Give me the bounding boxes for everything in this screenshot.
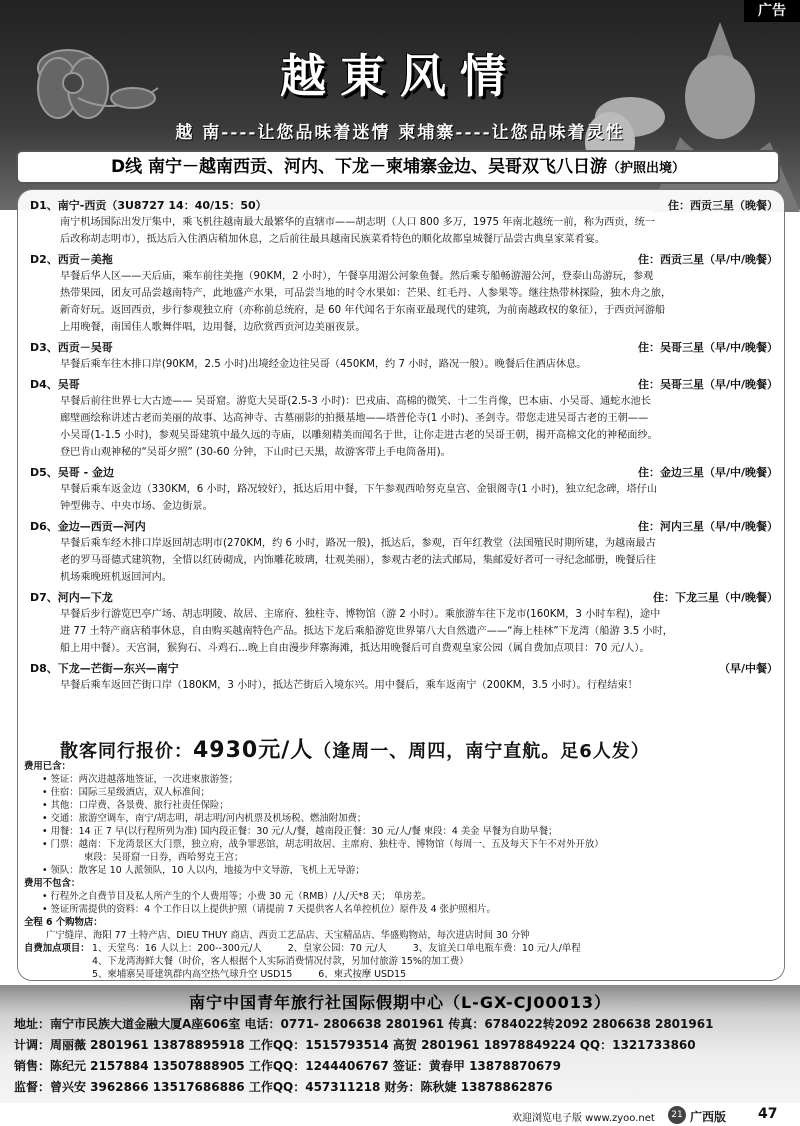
day-label: D8、下龙—芒街—东兴—南宁 (30, 662, 179, 675)
day-line: 登巴肯山观神秘的“吴哥夕照” (30-60 分钟，下山时已天黑，故游客带上手电筒备用)。 (60, 447, 451, 458)
day-label: D6、金边—西贡—河内 (30, 520, 146, 533)
day-line: 早餐后乘车往木排口岸(90KM，2.5 小时)出境经金边往吴哥（450KM，约 7 小时，路况一般）。晚餐后住酒店休息。 (60, 359, 587, 370)
optional-item: 5、柬埔寨吴哥建筑群内高空热气球升空 USD15 (92, 969, 293, 980)
day-description (30, 356, 778, 373)
day-stay: 住：下龙三星（中/晚餐） (652, 591, 778, 604)
day-label: D5、吴哥 - 金边 (30, 466, 115, 479)
bullet-icon: • (42, 774, 51, 785)
day-line: 上用晚餐，南国佳人歌舞伴唱，边用餐，边欣赏西贡河边美丽夜景。 (60, 322, 366, 333)
day-line: 早餐后乘车经木排口岸返回胡志明市(270KM，约 6 小时，路况一般)，抵达后，参观，百年红教堂（法国殖民时期所建，为越南最古 (60, 538, 656, 549)
fees-excluded-item (24, 903, 779, 916)
ad-tag: 广告 (744, 0, 800, 22)
fees-included-item (24, 825, 779, 838)
day-label: D3、西贡－吴哥 (30, 341, 113, 354)
day-stay: 住：河内三星（早/中/晚餐） (637, 520, 778, 533)
fees-included-text: 领队：散客足 10 人派领队，10 人以内，地接为中文导游，飞机上无导游； (50, 865, 365, 876)
day-line: 机场乘晚班机返回河内。 (60, 572, 173, 583)
price-label: 散客同行报价： (60, 741, 193, 762)
day-line: 后改称胡志明市），抵达后入住酒店稍加休息，之后前往最具越南民族菜肴特色的顺化故都皇城餐厅品尝古典皇家菜肴宴。 (60, 234, 606, 245)
contact-line: 监督：曾兴安 3962866 13517686886 工作QQ：457311218 财务：陈秋婕 13878862876 (14, 1080, 553, 1094)
route-title: D线 南宁－越南西贡、河内、下龙－柬埔寨金边、吴哥双飞八日游 (110, 157, 607, 177)
optional-indent (24, 968, 92, 981)
contacts-block (14, 1014, 794, 1098)
day-header (30, 589, 778, 605)
day-stay: 住：金边三星（早/中/晚餐） (637, 466, 778, 479)
fees-included-text: 住宿：国际三星级酒店，双人标准间； (50, 787, 210, 798)
day-line: 小吴哥(1-1.5 小时)，参观吴哥建筑中最久远的寺庙，以雕刻精美而闻名于世，让你走进古老的吴哥王朝，揭开高棉文化的神秘面纱。 (60, 430, 658, 441)
fees-included-sub: 柬段：吴哥窟一日券，西哈努克王宫； (84, 852, 244, 863)
day-label: D7、河内—下龙 (30, 591, 113, 604)
shops-title: 全程 6 个购物店： (24, 917, 103, 928)
day-stay: （早/中餐） (718, 662, 778, 675)
day-line: 早餐后乘车返回芒街口岸（180KM，3 小时），抵达芒街后入境东兴。用中餐后，乘车返南宁（200KM，3.5 小时）。行程结束！ (60, 680, 638, 691)
bullet-icon: • (42, 904, 51, 915)
day-header (30, 251, 778, 267)
fees-included-item (24, 799, 779, 812)
day-stay: 住：西贡三星（早/中/晚餐） (637, 253, 778, 266)
day-line: 热带果园，团友可品尝越南特产，此地盛产水果，可品尝当地的时令水果如：芒果、红毛丹、人参果等。继往热带林探险，独木舟之旅， (60, 288, 672, 299)
shops-list: 广宁缝岸、海阳 77 土特产店、DIEU THUY 商店、西贡工艺品店、天宝精品店、华盛购物站，每次进店时间 30 分钟 (46, 930, 530, 941)
day-line: 廊壁画绘称讲述古老而美丽的故事、达高神寺、古墓丽影的拍摄基地——塔普伦寺(1 小时)、圣剑寺。带您走进吴哥古老的王朝—— (60, 413, 649, 424)
day-description (30, 268, 778, 336)
page-title: 越東风情 (280, 49, 520, 103)
day-label: D1、南宁-西贡（3U8727 14：40/15：50） (30, 199, 267, 212)
fees-excluded-item (24, 890, 779, 903)
optional-row (24, 955, 779, 968)
day-description (30, 214, 778, 248)
fees-included-text: 其他：口岸费、各景费、旅行社责任保险； (50, 800, 229, 811)
day-line: 进 77 土特产商店稍事休息，自由购买越南特色产品。抵达下龙后乘船游览世界第八大自然遗产——“海上桂林”下龙湾（船游 3.5 小时， (60, 626, 673, 637)
day-line: 钟型佛寺、中央市场、金边街景。 (60, 501, 213, 512)
fees-included-title: 费用已含： (24, 761, 71, 772)
day-stay: 住：吴哥三星（早/中/晚餐） (637, 378, 778, 391)
itinerary (30, 194, 778, 694)
day-header (30, 464, 778, 480)
optional-item: 3、友谊关口单电瓶车费：10 元/人/单程 (412, 943, 581, 954)
day-description (30, 393, 778, 461)
page-footer (0, 1103, 800, 1126)
page-number: 47 (758, 1106, 778, 1122)
day-description (30, 535, 778, 586)
day-description (30, 481, 778, 515)
day-header (30, 376, 778, 392)
footer-browse-text: 欢迎浏览电子版 www.zyoo.net (512, 1113, 655, 1124)
optional-item: 1、天堂鸟：16 人以上：200--300元/人 (92, 943, 262, 954)
day-header (30, 518, 778, 534)
day-line: 老的罗马哥德式建筑物，全惜以红砖砌成，内饰雕花玻璃，壮观美丽），参观古老的法式邮局，集邮爱好者可一寻纪念邮册，晚餐后往 (60, 555, 656, 566)
optional-row (24, 968, 779, 981)
bullet-icon: • (42, 813, 51, 824)
price-note: （逢周一、周四，南宁直航。足6人发） (313, 741, 650, 762)
day-line: 早餐后华人区——天后庙，乘车前往美拖（90KM，2 小时），午餐享用湄公河象鱼餐。然后乘专船畅游湄公河，登泰山岛游玩，参观 (60, 271, 654, 282)
fees-included-item (24, 786, 779, 799)
day-line: 早餐后乘车返金边（330KM，6 小时，路况较好），抵达后用中餐，下午参观西哈努克皇宫、金银阁寺(1 小时)，独立纪念碑，塔仔山 (60, 484, 658, 495)
day-line: 新奇好玩。返回西贡，步行参观独立府（亦称前总统府，是 60 年代闻名于东南亚最现代的建筑，为前南越政权的象征），于西贡河游船 (60, 305, 666, 316)
optional-item: 4、下龙湾海鲜大餐（时价，客人根据个人实际消费情况付款，另加付旅游 15%的加工费） (92, 956, 469, 967)
day-stay: 住：吴哥三星（早/中/晚餐） (637, 341, 778, 354)
fees-included-item (24, 838, 779, 851)
day-line: 船上用中餐）。天宫洞，猴狗石、斗鸡石...晚上自由漫步拜寨海滩，抵达用晚餐后可自费观皇家公园（属自费加点项目：70 元/人）。 (60, 643, 650, 654)
fees-included-item (24, 773, 779, 786)
day-line: 早餐后前往世界七大古迹—— 吴哥窟。游览大吴哥(2.5-3 小时)：巴戎庙、高棉的微笑、十二生肖像，巴本庙、小吴哥、通蛇水池长 (60, 396, 651, 407)
day-stay: 住：西贡三星（晚餐） (668, 199, 778, 212)
contact-line: 销售：陈纪元 2157884 13507888905 工作QQ：1244406767 签证：黄春甲 13878870679 (14, 1059, 561, 1073)
bullet-icon: • (42, 865, 51, 876)
bullet-icon: • (42, 826, 51, 837)
day-label: D2、西贡－美拖 (30, 253, 113, 266)
day-description (30, 677, 778, 694)
route-banner (18, 152, 778, 182)
fees-excluded-text: 签证所需提供的资料：4 个工作日以上提供护照（请提前 7 天提供客人名单控机位）原件及 4 张护照相片。 (50, 904, 496, 915)
day-description (30, 606, 778, 657)
fees-included-text: 交通：旅游空调车，南宁/胡志明，胡志明/河内机票及机场税、燃油附加费； (50, 813, 367, 824)
contact-line: 地址：南宁市民族大道金融大厦A座606室 电话：0771- 2806638 2801961 传真：6784022转2092 2806638 2801961 (14, 1017, 714, 1031)
fees-excluded-title: 费用不包含： (24, 878, 81, 889)
day-header (30, 197, 778, 213)
day-header (30, 339, 778, 355)
fees-included-text: 签证：两次进越落地签证，一次进柬旅游签； (50, 774, 239, 785)
fees-included-item (24, 864, 779, 877)
bullet-icon: • (42, 839, 51, 850)
bullet-icon: • (42, 800, 51, 811)
day-header (30, 660, 778, 676)
footer-edition: 广西版 (690, 1110, 727, 1124)
fees-included-text: 门票：越南：下龙湾景区大门票，独立府，战争罪恶馆，胡志明故居、主席府、独柱寺、博物馆（每周一、五及每天下午不对外开放） (50, 839, 604, 850)
price-amount: 4930元/人 (193, 738, 314, 763)
optional-indent (24, 955, 92, 968)
optional-item: 2、皇家公园：70 元/人 (287, 943, 387, 954)
bullet-icon: • (42, 891, 51, 902)
optional-item: 6、柬式按摩 USD15 (318, 969, 407, 980)
agency-name: 南宁中国青年旅行社国际假期中心（L-GX-CJ00013） (188, 993, 611, 1012)
fees-section (24, 760, 779, 981)
bullet-icon: • (42, 787, 51, 798)
optional-title: 自费加点项目： (24, 943, 90, 954)
fees-excluded-text: 行程外之自费节目及私人所产生的个人费用等；小费 30 元（RMB）/人/天*8 天； 单房差。 (50, 891, 432, 902)
optional-row (24, 942, 779, 955)
footer-logo-icon: 21 (668, 1106, 686, 1124)
day-label: D4、吴哥 (30, 378, 80, 391)
fees-included-text: 用餐：14 正 7 早(以行程所列为准) 国内段正餐：30 元/人/餐，越南段正餐：30 元/人/餐 柬段：4 美金 早餐为自助早餐； (50, 826, 558, 837)
contact-line: 计调：周丽薇 2801961 13878895918 工作QQ：1515793514 高贺 2801961 18978849224 QQ：1321733860 (14, 1038, 696, 1052)
route-note: （护照出境） (607, 161, 686, 176)
slogan: 越 南----让您品味着迷情 柬埔寨----让您品味着灵性 (175, 123, 625, 143)
fees-included-item (24, 812, 779, 825)
day-line: 早餐后步行游览巴亭广场、胡志明陵、故居、主席府、独柱寺、博物馆（游 2 小时）。乘旅游车往下龙市(160KM，3 小时车程)，途中 (60, 609, 661, 620)
day-line: 南宁机场国际出发厅集中，乘飞机往越南最大最繁华的直辖市——胡志明（人口 800 多万，1975 年南北越统一前，称为西贡，统一 (60, 217, 656, 228)
